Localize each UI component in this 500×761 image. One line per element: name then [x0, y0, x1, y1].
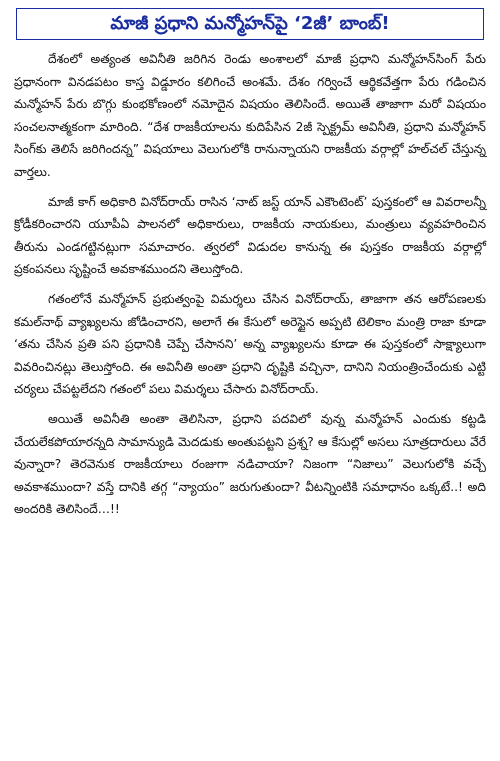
article-body: [14, 48, 486, 521]
paragraph-1: దేశంలో అత్యంత అవినీతి జరిగిన రెండు అంశాలలో మాజీ ప్రధాని మన్మోహన్‌సింగ్ పేరు ప్రధానంగా వినడపటం కాస్త విడ్డూరం కలిగించే అంశమే. దేశం గర్వించే ఆర్థికవేత్తగా పేరు గడించిన మన్మోహన్ పేరు బొగ్గు కుంభకోణంలో నమోదైన విషయం తెలిసిందే. అయితే తాజాగా మరో విషయం సంచలనాత్మకంగా మారింది. “దేశ రాజకీయాలను కుదిపేసిన 2జీ స్పెక్ట్రమ్ అవినీతి, ప్రధాని మన్మోహన్ సింగ్‌కు తెలిసే జరిగిందన్న” విషయాలు వెలుగులోకి రానున్నాయని రాజకీయ వర్గాల్లో హల్‌చల్ చేస్తున్న వార్తలు.: [14, 52, 486, 179]
paragraph-3: గతంలోనే మన్మోహన్ ప్రభుత్వంపై విమర్శలు చేసిన వినోద్‌రాయ్, తాజాగా తన ఆరోపణలకు కమల్‌నాథ్ వ్యాఖ్యలను జోడించారని, అలాగే ఈ కేసులో అరెస్టైన అప్పటి టెలికాం మంత్రి రాజా కూడా ‘తను చేసిన ప్రతి పని ప్రధానికి చెప్పే చేసానని’ అన్న వ్యాఖ్యలను కూడా ఈ పుస్తకంలో సాక్ష్యాలుగా వివరించినట్లు తెలుస్తోంది. ఈ అవినీతి అంతా ప్రధాని దృష్టికి వచ్చినా, దానిని నియంత్రించేందుకు ఎట్టి చర్యలు చేపట్టలేదని గతంలో పలు విమర్శలు చేసారు వినోద్‌రాయ్.: [14, 291, 486, 397]
paragraph-4: అయితే అవినీతి అంతా తెలిసినా, ప్రధాని పదవిలో వున్న మన్మోహన్ ఎందుకు కట్టడి చేయలేకపోయారన్నది సామాన్యుడి మెదడుకు అంతుపట్టని ప్రశ్న? ఆ కేసుల్లో అసలు సూత్రదారులు వేరే వున్నారా? తెరవెనుక రాజకీయాలు రంజుగా నడిచాయా? నిజంగా “నిజాలు” వెలుగులోకి వచ్చే అవకాశముందా? వస్తే దానికి తగ్గ “న్యాయం” జరుగుతుందా? వీటన్నింటికి సమాధానం ఒక్కటే..! అది అందరికి తెలిసిందే…!!: [14, 411, 486, 517]
headline: మాజీ ప్రధాని మన్మోహన్‌పై ‘2జీ’ బాంబ్!: [110, 13, 390, 34]
paragraph-2: మాజీ కాగ్ అధికారి వినోద్‌రాయ్ రాసిన ‘నాట్ జస్ట్ యాన్ ఎకౌంటెంట్’ పుస్తకంలో ఆ వివరాలన్నీ క్రోడీకరించారని యూపీఏ పాలనలో అధికారులు, రాజకీయ నాయకులు, మంత్రులు వ్యవహరించిన తీరును ఎండగట్టినట్లుగా సమాచారం. త్వరలో విడుదల కానున్న ఈ పుస్తకం రాజకీయ వర్గాల్లో ప్రకంపనలు సృష్టించే అవకాశముందని తెలుస్తోంది.: [14, 194, 486, 277]
headline-box: [16, 8, 484, 40]
